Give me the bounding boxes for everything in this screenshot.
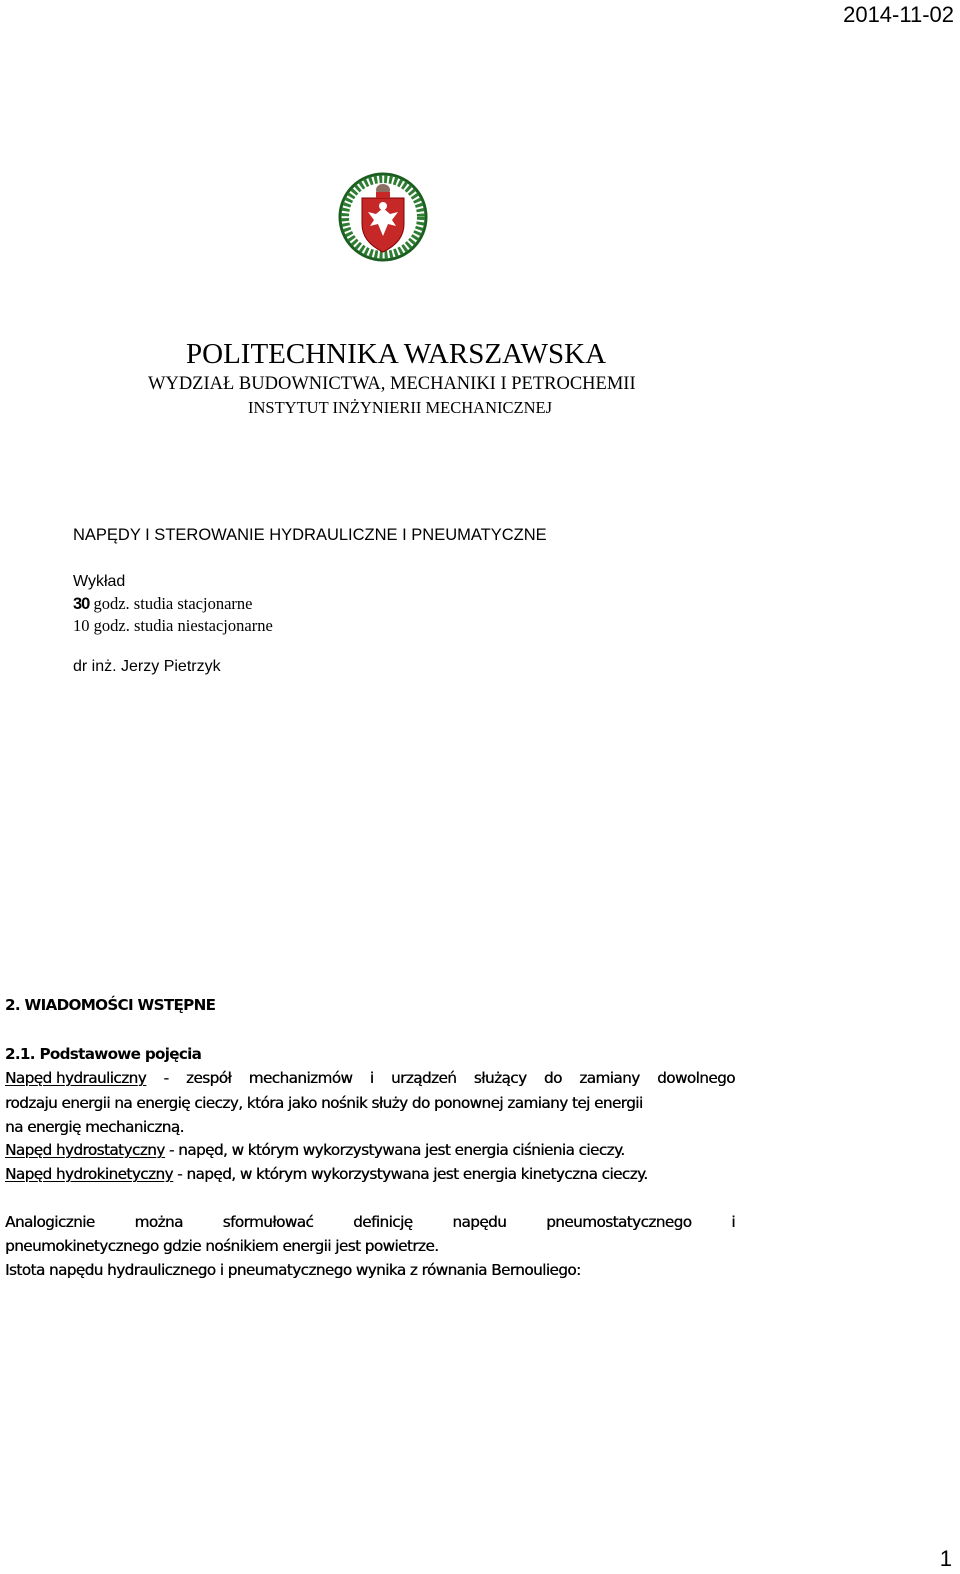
subsection-heading: 2.1. Podstawowe pojęcia: [5, 1045, 202, 1063]
word: -: [163, 1069, 169, 1087]
word: zamiany: [579, 1069, 640, 1087]
def-hydraulic-line-1: [5, 1069, 735, 1087]
def-hydrokinetic: [5, 1165, 648, 1183]
essence-line: Istota napędu hydraulicznego i pneumatycznego wynika z równania Bernouliego:: [5, 1261, 581, 1279]
word: można: [134, 1213, 183, 1231]
def-hydraulic-line-3: na energię mechaniczną.: [5, 1118, 184, 1136]
hours-stationary-text: godz. studia stacjonarne: [89, 594, 253, 613]
word: zespół: [185, 1069, 232, 1087]
page-number: 1: [939, 1546, 952, 1571]
university-crest-logo: [338, 172, 428, 262]
word: i: [369, 1069, 374, 1087]
author: dr inż. Jerzy Pietrzyk: [73, 658, 221, 675]
def-hydrostatic-term: Napęd hydrostatyczny: [5, 1141, 165, 1159]
word: mechanizmów: [248, 1069, 353, 1087]
def-hydraulic-term: Napęd hydrauliczny: [5, 1069, 147, 1087]
word: do: [543, 1069, 562, 1087]
institute-name: INSTYTUT INŻYNIERII MECHANICZNEJ: [248, 398, 552, 417]
def-hydraulic-line-2: rodzaju energii na energię cieczy, która jako nośnik służy do ponownej zamiany tej energii: [5, 1094, 643, 1112]
header-date: 2014-11-02: [843, 2, 954, 27]
word: służący: [473, 1069, 527, 1087]
hours-part-time: 10 godz. studia niestacjonarne: [73, 616, 273, 635]
def-hydrostatic: [5, 1141, 625, 1159]
def-hydrokinetic-text: - napęd, w którym wykorzystywana jest energia kinetyczna cieczy.: [172, 1165, 648, 1183]
word: Analogicznie: [5, 1213, 95, 1231]
analogy-line-1: [5, 1213, 735, 1231]
word: i: [731, 1213, 735, 1231]
hours-stationary-number: 30: [73, 595, 90, 613]
word: pneumostatycznego: [546, 1213, 692, 1231]
word: definicję: [353, 1213, 413, 1231]
word: napędu: [452, 1213, 507, 1231]
section-heading: 2. WIADOMOŚCI WSTĘPNE: [5, 996, 216, 1014]
def-hydrostatic-text: - napęd, w którym wykorzystywana jest energia ciśnienia cieczy.: [164, 1141, 625, 1159]
hours-stationary: [73, 594, 252, 614]
word: sformułować: [222, 1213, 314, 1231]
word: dowolnego: [657, 1069, 735, 1087]
def-hydrokinetic-term: Napęd hydrokinetyczny: [5, 1165, 173, 1183]
faculty-name: WYDZIAŁ BUDOWNICTWA, MECHANIKI I PETROCHEMII: [148, 374, 636, 394]
analogy-line-2: pneumokinetycznego gdzie nośnikiem energii jest powietrze.: [5, 1237, 439, 1255]
course-title: NAPĘDY I STEROWANIE HYDRAULICZNE I PNEUMATYCZNE: [73, 526, 547, 544]
word: urządzeń: [390, 1069, 457, 1087]
lecture-label: Wykład: [73, 573, 126, 590]
university-name: POLITECHNIKA WARSZAWSKA: [186, 338, 607, 370]
